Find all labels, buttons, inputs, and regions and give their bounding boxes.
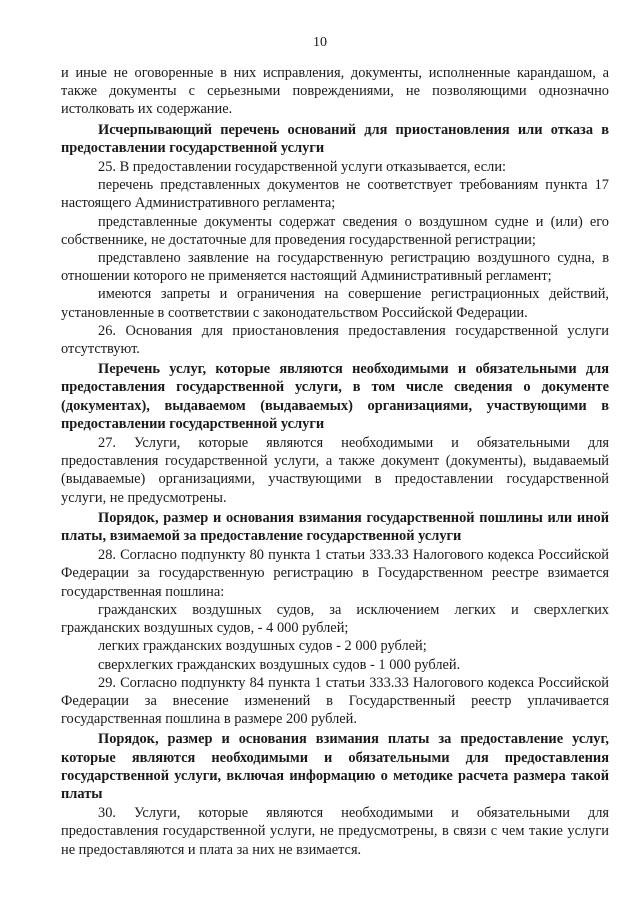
document-body (61, 64, 609, 859)
paragraph-29: 29. Согласно подпункту 84 пункта 1 статьи 333.33 Налогового кодекса Российской Федерации за внесение изменений в Государственный реестр уплачивается государственная пошлина в размере 200 рублей. (61, 674, 609, 728)
section-heading-required-services: Перечень услуг, которые являются необходимыми и обязательными для предоставления государственной услуги, в том числе сведения о документе (документах), выдаваемом (выдаваемых) организациями, участвующими в предоставлении государственной услуги (61, 361, 609, 432)
list-item: представлено заявление на государственную регистрацию воздушного судна, в отношении которого не применяется настоящий Административный регламент; (61, 250, 609, 285)
paragraph-25: 25. В предоставлении государственной услуги отказывается, если: (98, 159, 507, 176)
paragraph-30: 30. Услуги, которые являются необходимыми и обязательными для предоставления государственной услуги, не предусмотрены, в связи с чем такие услуги не предоставляются и плата за них не взимается. (61, 805, 609, 858)
list-item: имеются запреты и ограничения на совершение регистрационных действий, установленные в соответствии с законодательством Российской Федерации. (61, 286, 609, 321)
list-item: перечень представленных документов не соответствует требованиям пункта 17 настоящего Административного регламента; (61, 177, 609, 212)
paragraph-26: 26. Основания для приостановления предоставления государственной услуги отсутствуют. (61, 322, 609, 358)
page-number: 10 (313, 35, 327, 50)
section-heading-service-fees: Порядок, размер и основания взимания платы за предоставление услуг, которые являются необходимыми и обязательными для предоставления государственной услуги, включая информацию о методике расчета размера такой платы (61, 731, 609, 802)
section-heading-state-duty: Порядок, размер и основания взимания государственной пошлины или иной платы, взимаемой за предоставление государственной услуги (61, 509, 609, 545)
list-item: гражданских воздушных судов, за исключением легких и сверхлегких гражданских воздушных судов, - 4 000 рублей; (61, 601, 609, 637)
list-item: сверхлегких гражданских воздушных судов - 1 000 рублей. (98, 656, 461, 673)
paragraph-continuation: и иные не оговоренные в них исправления, документы, исполненные карандашом, а также документы с серьезными повреждениями, не позволяющими однозначно истолковать их содержание. (61, 65, 609, 118)
paragraph-27: 27. Услуги, которые являются необходимыми и обязательными для предоставления государственной услуги, а также документ (документы), выдаваемый (выдаваемые) организациями, участвующими в предоставлении государственной услуги, не предусмотрены. (61, 435, 609, 506)
paragraph-28: 28. Согласно подпункту 80 пункта 1 статьи 333.33 Налогового кодекса Российской Федерации за государственную регистрацию в Государственном реестре взимается государственная пошлина: (61, 547, 609, 600)
list-item: представленные документы содержат сведения о воздушном судне и (или) его собственнике, не достаточные для проведения государственной регистрации; (61, 213, 609, 248)
list-item: легких гражданских воздушных судов - 2 000 рублей; (98, 638, 427, 655)
section-heading-refusal-grounds: Исчерпывающий перечень оснований для приостановления или отказа в предоставлении государственной услуги (61, 121, 609, 156)
